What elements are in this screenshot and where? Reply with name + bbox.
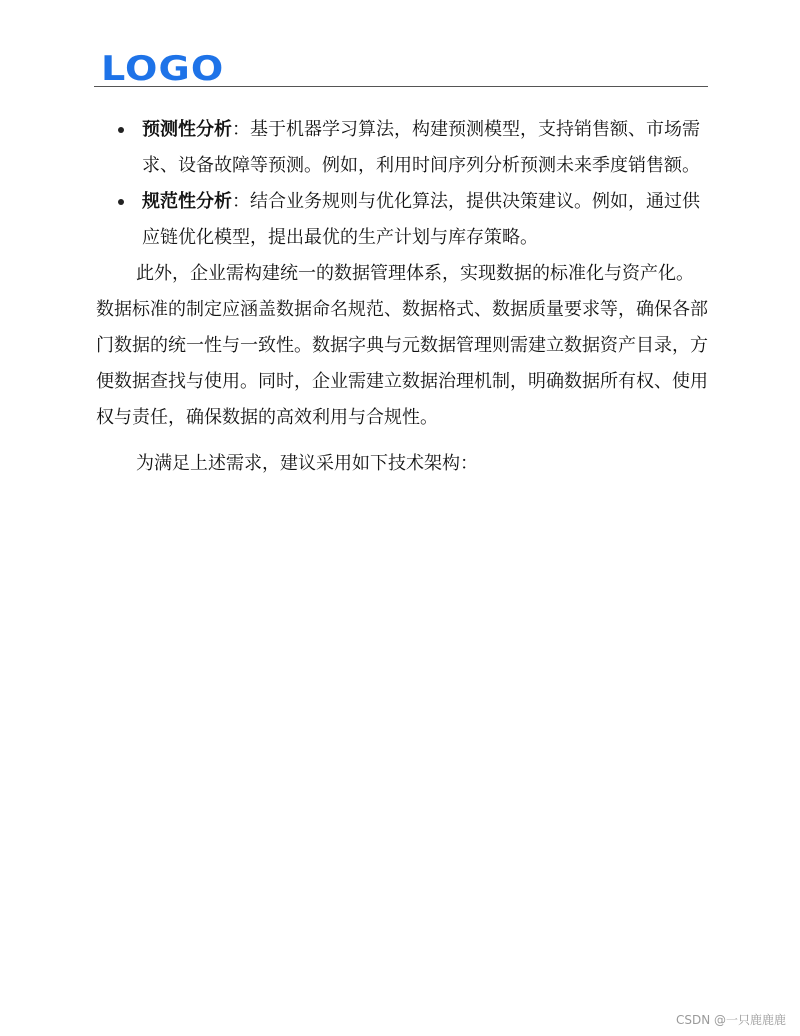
bullet-dot-icon [118, 199, 124, 205]
bullet-item-predictive [96, 112, 708, 184]
bullet-dot-icon [118, 127, 124, 133]
bullet-term: 预测性分析 [142, 119, 232, 140]
watermark: CSDN @一只鹿鹿鹿 [675, 1013, 786, 1027]
bullet-colon: ： [232, 119, 250, 140]
paragraph-architecture-intro: 为满足上述需求，建议采用如下技术架构： [136, 453, 478, 474]
bullet-text: 结合业务规则与优化算法，提供决策建议。例如，通过供应链优化模型，提出最优的生产计划与库存策略。 [142, 191, 700, 248]
header-divider [94, 86, 708, 87]
logo: LOGO [101, 49, 225, 89]
bullet-text: 基于机器学习算法，构建预测模型，支持销售额、市场需求、设备故障等预测。例如，利用时间序列分析预测未来季度销售额。 [142, 119, 700, 176]
bullet-term: 规范性分析 [142, 191, 232, 212]
bullet-item-prescriptive [96, 184, 708, 256]
paragraph-data-management: 此外，企业需构建统一的数据管理体系，实现数据的标准化与资产化。数据标准的制定应涵盖数据命名规范、数据格式、数据质量要求等，确保各部门数据的统一性与一致性。数据字典与元数据管理则需建立数据资产目录，方便数据查找与使用。同时，企业需建立数据治理机制，明确数据所有权、使用权与责任，确保数据的高效利用与合规性。 [96, 263, 708, 428]
bullet-colon: ： [232, 191, 250, 212]
document-body [96, 112, 708, 482]
